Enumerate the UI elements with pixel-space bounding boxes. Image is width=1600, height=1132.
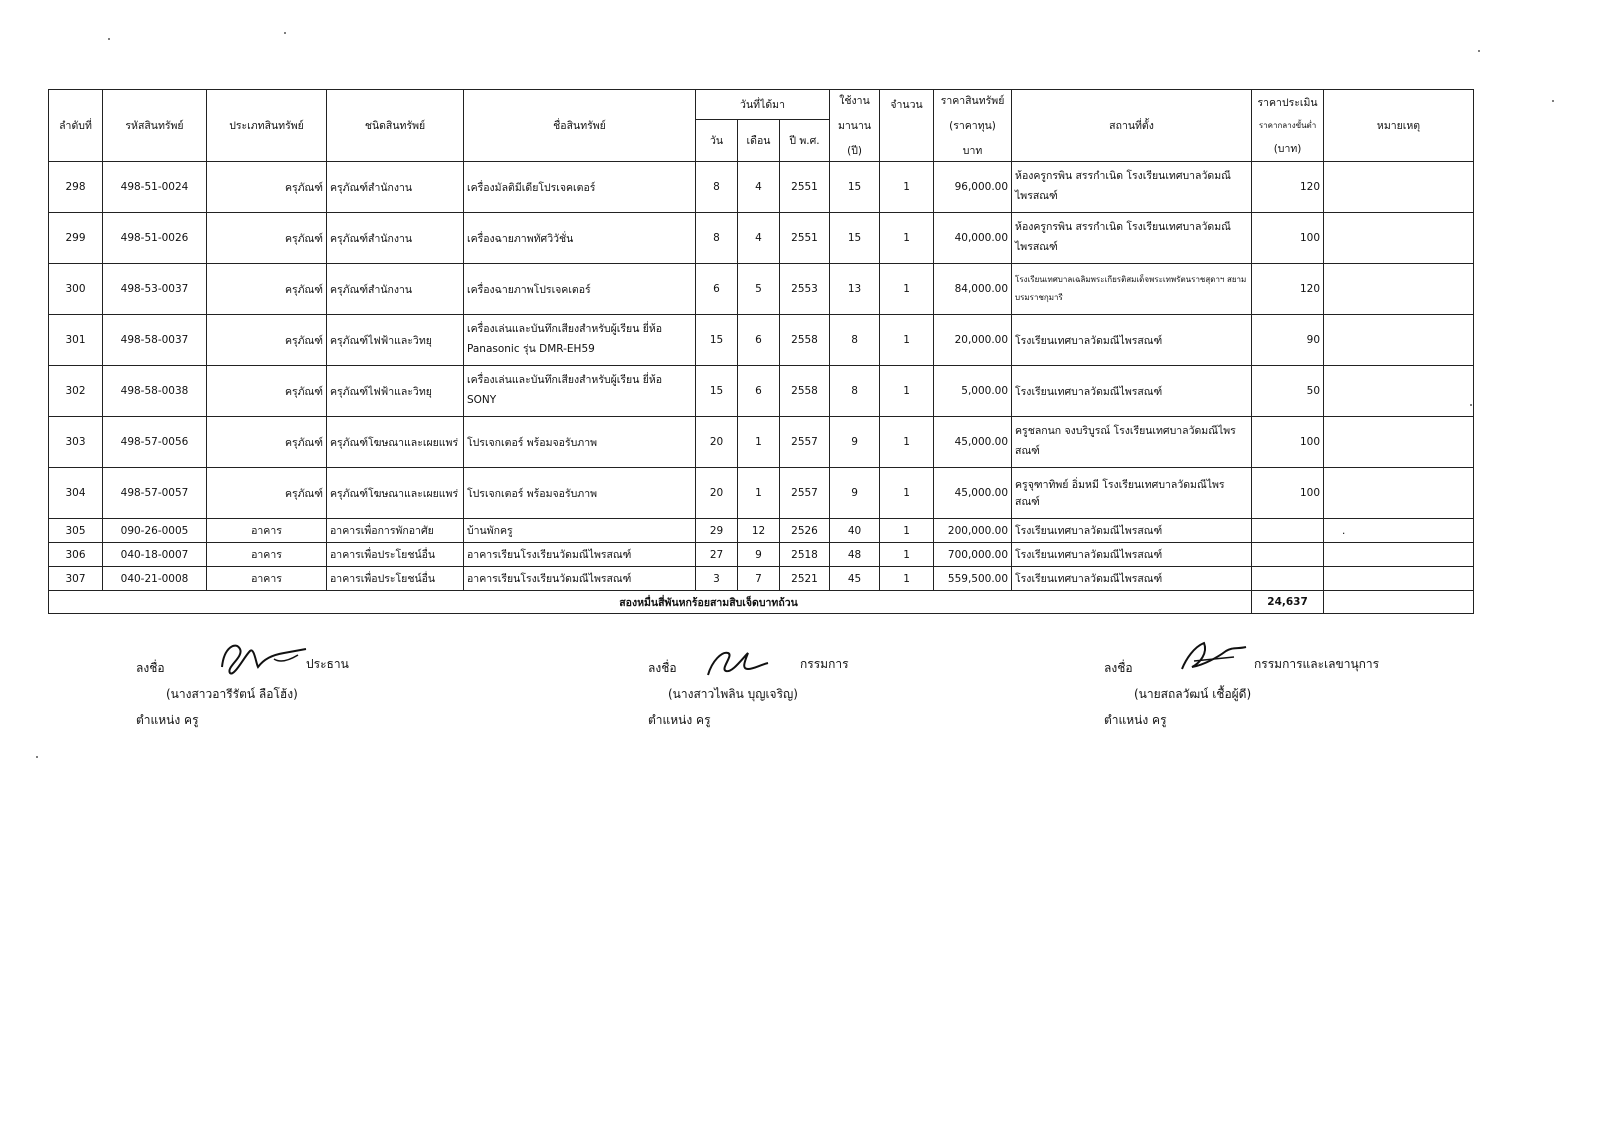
sign-position: ตำแหน่ง ครู [648,713,711,727]
cell-type: ครุภัณฑ์สำนักงาน [327,213,464,264]
cell-qty: 1 [880,162,934,213]
sign-name: (นางสาวอารีรัตน์ ลือโฮ้ง) [166,687,298,701]
cell-remark [1324,213,1474,264]
cell-code: 498-53-0037 [103,264,207,315]
scan-speck [36,756,38,758]
header-asset-code: รหัสสินทรัพย์ [103,90,207,162]
header-month: เดือน [738,120,780,162]
cell-name: โปรเจกเตอร์ พร้อมจอรับภาพ [464,417,696,468]
total-remark [1324,591,1474,614]
cell-seq: 300 [49,264,103,315]
cell-remark [1324,315,1474,366]
cell-type: อาคารเพื่อประโยชน์อื่น [327,543,464,567]
cell-seq: 307 [49,567,103,591]
cell-year: 2551 [780,213,830,264]
table-row [49,264,1474,315]
sign-position: ตำแหน่ง ครู [1104,713,1167,727]
sign-label: ลงชื่อ [136,661,165,675]
sign-name: (นางสาวไพลิน บุญเจริญ) [668,687,798,701]
header-asset-name: ชื่อสินทรัพย์ [464,90,696,162]
cell-category: ครุภัณฑ์ [207,213,327,264]
cell-year: 2551 [780,162,830,213]
cell-remark [1324,264,1474,315]
sign-label: ลงชื่อ [1104,661,1133,675]
cell-type: อาคารเพื่อประโยชน์อื่น [327,567,464,591]
cell-years-used: 13 [830,264,880,315]
header-appraisal [1252,90,1324,162]
table-row [49,567,1474,591]
cell-category: ครุภัณฑ์ [207,162,327,213]
cell-years-used: 8 [830,366,880,417]
total-row [49,591,1474,614]
cell-cost: 40,000.00 [934,213,1012,264]
cell-remark [1324,468,1474,519]
cell-year: 2553 [780,264,830,315]
cell-year: 2526 [780,519,830,543]
handwritten-signature-icon [698,643,778,683]
cell-cost: 84,000.00 [934,264,1012,315]
scan-speck [1478,50,1480,52]
header-appraisal-line1: ราคาประเมิน [1257,97,1318,109]
handwritten-signature-icon [1174,635,1254,679]
header-cost-line3: บาท [962,145,983,157]
cell-day: 15 [696,366,738,417]
cell-category: อาคาร [207,519,327,543]
cell-day: 8 [696,213,738,264]
cell-years-used: 9 [830,417,880,468]
cell-day: 29 [696,519,738,543]
sign-name: (นายสถลวัฒน์ เชื้อผู้ดี) [1134,687,1252,701]
cell-remark [1324,543,1474,567]
cell-location: โรงเรียนเทศบาลวัดมณีไพรสณฑ์ [1012,543,1252,567]
cell-day: 8 [696,162,738,213]
cell-location: ห้องครูกรพิน สรรกำเนิด โรงเรียนเทศบาลวัดมณีไพรสณฑ์ [1012,213,1252,264]
scan-speck [1470,404,1472,406]
cell-code: 498-57-0056 [103,417,207,468]
sign-role: กรรมการ [800,657,849,671]
cell-appraisal: 90 [1252,315,1324,366]
scan-speck [284,32,286,34]
cell-code: 090-26-0005 [103,519,207,543]
header-cost [934,90,1012,162]
signature-block-secretary [1104,655,1404,745]
cell-code: 040-18-0007 [103,543,207,567]
cell-year: 2558 [780,366,830,417]
header-appraisal-line3: (บาท) [1273,143,1302,155]
table-row [49,162,1474,213]
cell-day: 15 [696,315,738,366]
cell-year: 2518 [780,543,830,567]
cell-category: อาคาร [207,543,327,567]
cell-cost: 5,000.00 [934,366,1012,417]
cell-years-used: 9 [830,468,880,519]
cell-qty: 1 [880,213,934,264]
table-row [49,366,1474,417]
cell-name: เครื่องเล่นและบันทึกเสียงสำหรับผู้เรียน ยี่ห้อ Panasonic รุ่น DMR-EH59 [464,315,696,366]
cell-appraisal: 100 [1252,468,1324,519]
cell-code: 498-51-0026 [103,213,207,264]
cell-qty: 1 [880,315,934,366]
cell-month: 6 [738,315,780,366]
cell-remark [1324,162,1474,213]
cell-qty: 1 [880,543,934,567]
cell-years-used: 45 [830,567,880,591]
cell-appraisal: 100 [1252,213,1324,264]
cell-location: โรงเรียนเทศบาลวัดมณีไพรสณฑ์ [1012,315,1252,366]
table-row [49,468,1474,519]
cell-years-used: 8 [830,315,880,366]
cell-category: อาคาร [207,567,327,591]
cell-location: ครูจุฑาทิพย์ อิ่มหมี โรงเรียนเทศบาลวัดมณีไพรสณฑ์ [1012,468,1252,519]
cell-seq: 301 [49,315,103,366]
cell-year: 2557 [780,468,830,519]
cell-name: เครื่องฉายภาพโปรเจคเตอร์ [464,264,696,315]
cell-day: 20 [696,468,738,519]
cell-year: 2558 [780,315,830,366]
cell-type: อาคารเพื่อการพักอาศัย [327,519,464,543]
cell-seq: 305 [49,519,103,543]
cell-day: 27 [696,543,738,567]
header-location: สถานที่ตั้ง [1012,90,1252,162]
header-cost-line1: ราคาสินทรัพย์ [940,95,1005,107]
cell-appraisal [1252,519,1324,543]
cell-cost: 700,000.00 [934,543,1012,567]
cell-location: ห้องครูกรพิน สรรกำเนิด โรงเรียนเทศบาลวัดมณีไพรสณฑ์ [1012,162,1252,213]
header-years-used-line3: (ปี) [847,145,862,157]
header-seq: ลำดับที่ [49,90,103,162]
scan-speck [1552,100,1554,102]
cell-month: 7 [738,567,780,591]
total-text: สองหมื่นสี่พันหกร้อยสามสิบเจ็ดบาทถ้วน [49,591,1252,614]
cell-seq: 298 [49,162,103,213]
cell-years-used: 15 [830,213,880,264]
cell-qty: 1 [880,468,934,519]
header-years-used [830,90,880,162]
cell-day: 3 [696,567,738,591]
cell-name: อาคารเรียนโรงเรียนวัดมณีไพรสณฑ์ [464,567,696,591]
cell-seq: 302 [49,366,103,417]
header-date-acquired: วันที่ได้มา [696,90,830,120]
handwritten-signature-icon [214,637,314,679]
cell-month: 1 [738,468,780,519]
cell-month: 9 [738,543,780,567]
signature-block-chairman [136,655,376,745]
cell-location: โรงเรียนเทศบาลวัดมณีไพรสณฑ์ [1012,519,1252,543]
cell-appraisal [1252,567,1324,591]
cell-name: อาคารเรียนโรงเรียนวัดมณีไพรสณฑ์ [464,543,696,567]
cell-seq: 303 [49,417,103,468]
sign-role: ประธาน [306,657,349,671]
cell-remark [1324,417,1474,468]
cell-type: ครุภัณฑ์ไฟฟ้าและวิทยุ [327,315,464,366]
cell-year: 2557 [780,417,830,468]
table-row [49,543,1474,567]
cell-code: 040-21-0008 [103,567,207,591]
cell-qty: 1 [880,519,934,543]
cell-code: 498-58-0038 [103,366,207,417]
table-row [49,519,1474,543]
cell-qty: 1 [880,417,934,468]
cell-type: ครุภัณฑ์สำนักงาน [327,264,464,315]
cell-remark [1324,366,1474,417]
header-quantity: จำนวน [880,90,934,162]
cell-cost: 45,000.00 [934,468,1012,519]
cell-category: ครุภัณฑ์ [207,468,327,519]
cell-name: โปรเจกเตอร์ พร้อมจอรับภาพ [464,468,696,519]
table-header [49,90,1474,162]
cell-location: ครูชลกนก จงบริบูรณ์ โรงเรียนเทศบาลวัดมณีไพรสณฑ์ [1012,417,1252,468]
header-years-used-line1: ใช้งาน [839,95,870,107]
cell-month: 12 [738,519,780,543]
cell-code: 498-57-0057 [103,468,207,519]
header-day: วัน [696,120,738,162]
cell-month: 6 [738,366,780,417]
header-asset-type: ชนิดสินทรัพย์ [327,90,464,162]
cell-month: 4 [738,162,780,213]
cell-remark [1324,567,1474,591]
cell-location: โรงเรียนเทศบาลเฉลิมพระเกียรติสมเด็จพระเทพรัตนราชสุดาฯ สยามบรมราชกุมารี [1012,264,1252,315]
sign-role: กรรมการและเลขานุการ [1254,657,1380,671]
cell-type: ครุภัณฑ์โฆษณาและเผยแพร่ [327,417,464,468]
cell-appraisal: 50 [1252,366,1324,417]
sign-position: ตำแหน่ง ครู [136,713,199,727]
header-year: ปี พ.ศ. [780,120,830,162]
cell-type: ครุภัณฑ์สำนักงาน [327,162,464,213]
cell-seq: 306 [49,543,103,567]
cell-code: 498-58-0037 [103,315,207,366]
cell-years-used: 48 [830,543,880,567]
cell-type: ครุภัณฑ์โฆษณาและเผยแพร่ [327,468,464,519]
cell-category: ครุภัณฑ์ [207,366,327,417]
cell-seq: 304 [49,468,103,519]
cell-cost: 20,000.00 [934,315,1012,366]
cell-appraisal: 120 [1252,162,1324,213]
table-row [49,315,1474,366]
cell-years-used: 40 [830,519,880,543]
cell-category: ครุภัณฑ์ [207,264,327,315]
cell-name: เครื่องมัลติมีเดียโปรเจคเตอร์ [464,162,696,213]
cell-appraisal: 100 [1252,417,1324,468]
cell-location: โรงเรียนเทศบาลวัดมณีไพรสณฑ์ [1012,366,1252,417]
cell-appraisal [1252,543,1324,567]
header-appraisal-line2: ราคากลางขั้นต่ำ [1258,121,1317,130]
cell-qty: 1 [880,366,934,417]
signature-block-committee [648,655,888,745]
cell-cost: 45,000.00 [934,417,1012,468]
cell-month: 5 [738,264,780,315]
cell-qty: 1 [880,567,934,591]
cell-category: ครุภัณฑ์ [207,417,327,468]
cell-cost: 96,000.00 [934,162,1012,213]
cell-qty: 1 [880,264,934,315]
cell-name: บ้านพักครู [464,519,696,543]
cell-location: โรงเรียนเทศบาลวัดมณีไพรสณฑ์ [1012,567,1252,591]
cell-year: 2521 [780,567,830,591]
cell-appraisal: 120 [1252,264,1324,315]
table-row [49,213,1474,264]
header-cost-line2: (ราคาทุน) [949,120,996,132]
cell-cost: 559,500.00 [934,567,1012,591]
cell-day: 6 [696,264,738,315]
table-row [49,417,1474,468]
header-remarks: หมายเหตุ [1324,90,1474,162]
cell-remark: . [1324,519,1474,543]
cell-code: 498-51-0024 [103,162,207,213]
cell-month: 1 [738,417,780,468]
sign-label: ลงชื่อ [648,661,677,675]
cell-name: เครื่องเล่นและบันทึกเสียงสำหรับผู้เรียน ยี่ห้อ SONY [464,366,696,417]
total-amount: 24,637 [1252,591,1324,614]
asset-table [48,89,1474,614]
cell-name: เครื่องฉายภาพทัศวิวัชั่น [464,213,696,264]
cell-category: ครุภัณฑ์ [207,315,327,366]
cell-cost: 200,000.00 [934,519,1012,543]
header-years-used-line2: มานาน [837,120,872,132]
cell-seq: 299 [49,213,103,264]
cell-years-used: 15 [830,162,880,213]
scan-speck [108,38,110,40]
cell-month: 4 [738,213,780,264]
header-asset-category: ประเภทสินทรัพย์ [207,90,327,162]
cell-day: 20 [696,417,738,468]
cell-type: ครุภัณฑ์ไฟฟ้าและวิทยุ [327,366,464,417]
